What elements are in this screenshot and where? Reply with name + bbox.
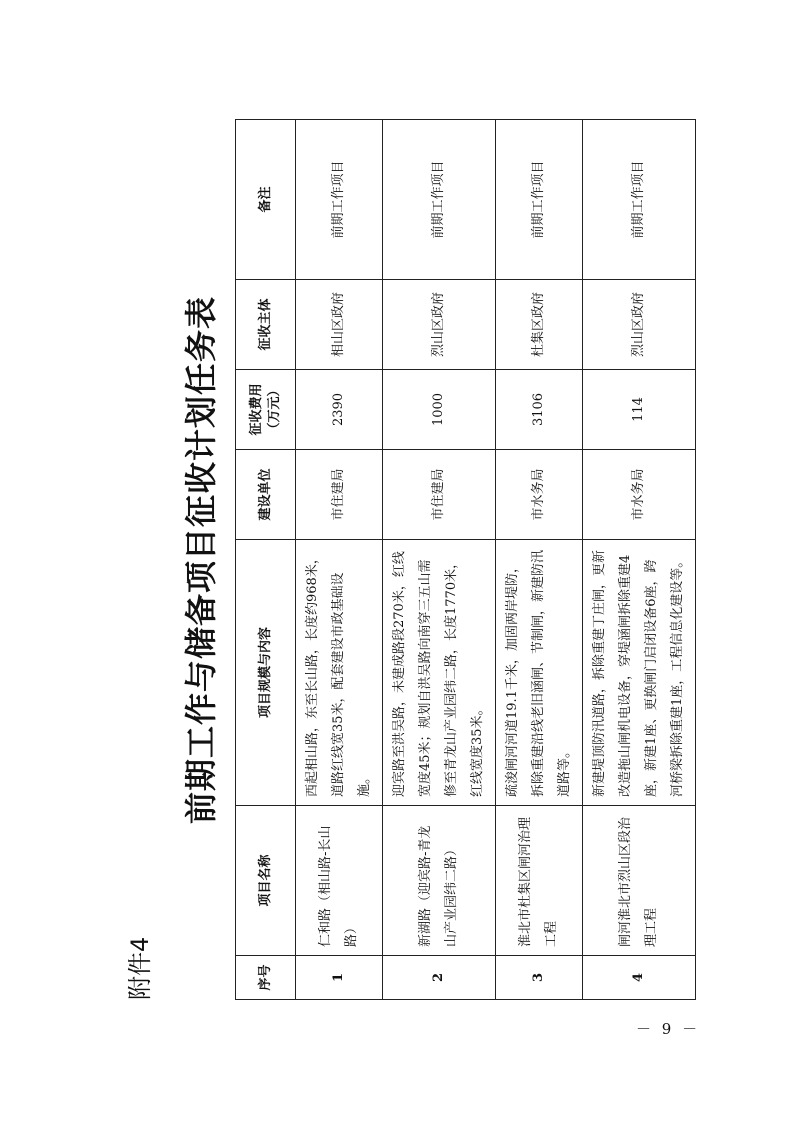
header-cost: 征收费用（万元） <box>236 370 296 450</box>
cell-scope: 西起相山路，东至长山路，长度约968米，道路红线宽35米，配套建设市政基础设施。 <box>296 540 383 806</box>
rotated-page-content <box>120 120 690 1000</box>
cell-cost: 114 <box>583 370 696 450</box>
table-row <box>383 120 496 1000</box>
cell-cost: 3106 <box>496 370 583 450</box>
cell-seq: 3 <box>496 956 583 1000</box>
cell-name: 闸河淮北市烈山区段治理工程 <box>583 806 696 956</box>
cell-cost: 2390 <box>296 370 383 450</box>
cell-scope: 迎宾路至洪吴路，未建成路段270米，红线宽度45米；规划自洪吴路向南穿三五山需修至青龙山产业园纬二路，长度1770米，红线宽度35米。 <box>383 540 496 806</box>
table-row <box>496 120 583 1000</box>
cell-remark: 前期工作项目 <box>296 120 383 280</box>
cell-builder: 市住建局 <box>296 450 383 540</box>
cell-name: 新湖路（迎宾路-青龙山产业园纬二路） <box>383 806 496 956</box>
cell-remark: 前期工作项目 <box>496 120 583 280</box>
cell-builder: 市水务局 <box>496 450 583 540</box>
cell-seq: 1 <box>296 956 383 1000</box>
cell-subject: 烈山区政府 <box>583 280 696 370</box>
attachment-label: 附件4 <box>126 936 154 1000</box>
header-builder: 建设单位 <box>236 450 296 540</box>
cell-name: 仁和路（相山路-长山路） <box>296 806 383 956</box>
page-number: － 9 － <box>636 1020 701 1038</box>
page-title: 前期工作与储备项目征收计划任务表 <box>182 296 220 825</box>
header-remark: 备注 <box>236 120 296 280</box>
cell-scope: 新建堤顶防汛道路，拆除重建丁庄闸，更新改造拖山闸机电设备，穿堤涵闸拆除重建4座，新建1座、更换闸门启闭设备6座，跨河桥梁拆除重建1座，工程信息化建设等。 <box>583 540 696 806</box>
table-header-row <box>236 120 296 1000</box>
header-scope: 项目规模与内容 <box>236 540 296 806</box>
cell-builder: 市水务局 <box>583 450 696 540</box>
header-seq: 序号 <box>236 956 296 1000</box>
cell-seq: 4 <box>583 956 696 1000</box>
cell-subject: 杜集区政府 <box>496 280 583 370</box>
cell-cost: 1000 <box>383 370 496 450</box>
header-subject: 征收主体 <box>236 280 296 370</box>
cell-seq: 2 <box>383 956 496 1000</box>
cell-builder: 市住建局 <box>383 450 496 540</box>
header-name: 项目名称 <box>236 806 296 956</box>
cell-name: 淮北市杜集区闸河治理工程 <box>496 806 583 956</box>
cell-remark: 前期工作项目 <box>383 120 496 280</box>
cell-remark: 前期工作项目 <box>583 120 696 280</box>
cell-subject: 烈山区政府 <box>383 280 496 370</box>
table-row <box>583 120 696 1000</box>
table-row <box>296 120 383 1000</box>
task-table <box>235 119 696 1000</box>
cell-scope: 疏浚闸河河道19.1千米，加固两岸堤防，拆除重建沿线老旧涵闸、节制闸，新建防汛道路等。 <box>496 540 583 806</box>
cell-subject: 相山区政府 <box>296 280 383 370</box>
